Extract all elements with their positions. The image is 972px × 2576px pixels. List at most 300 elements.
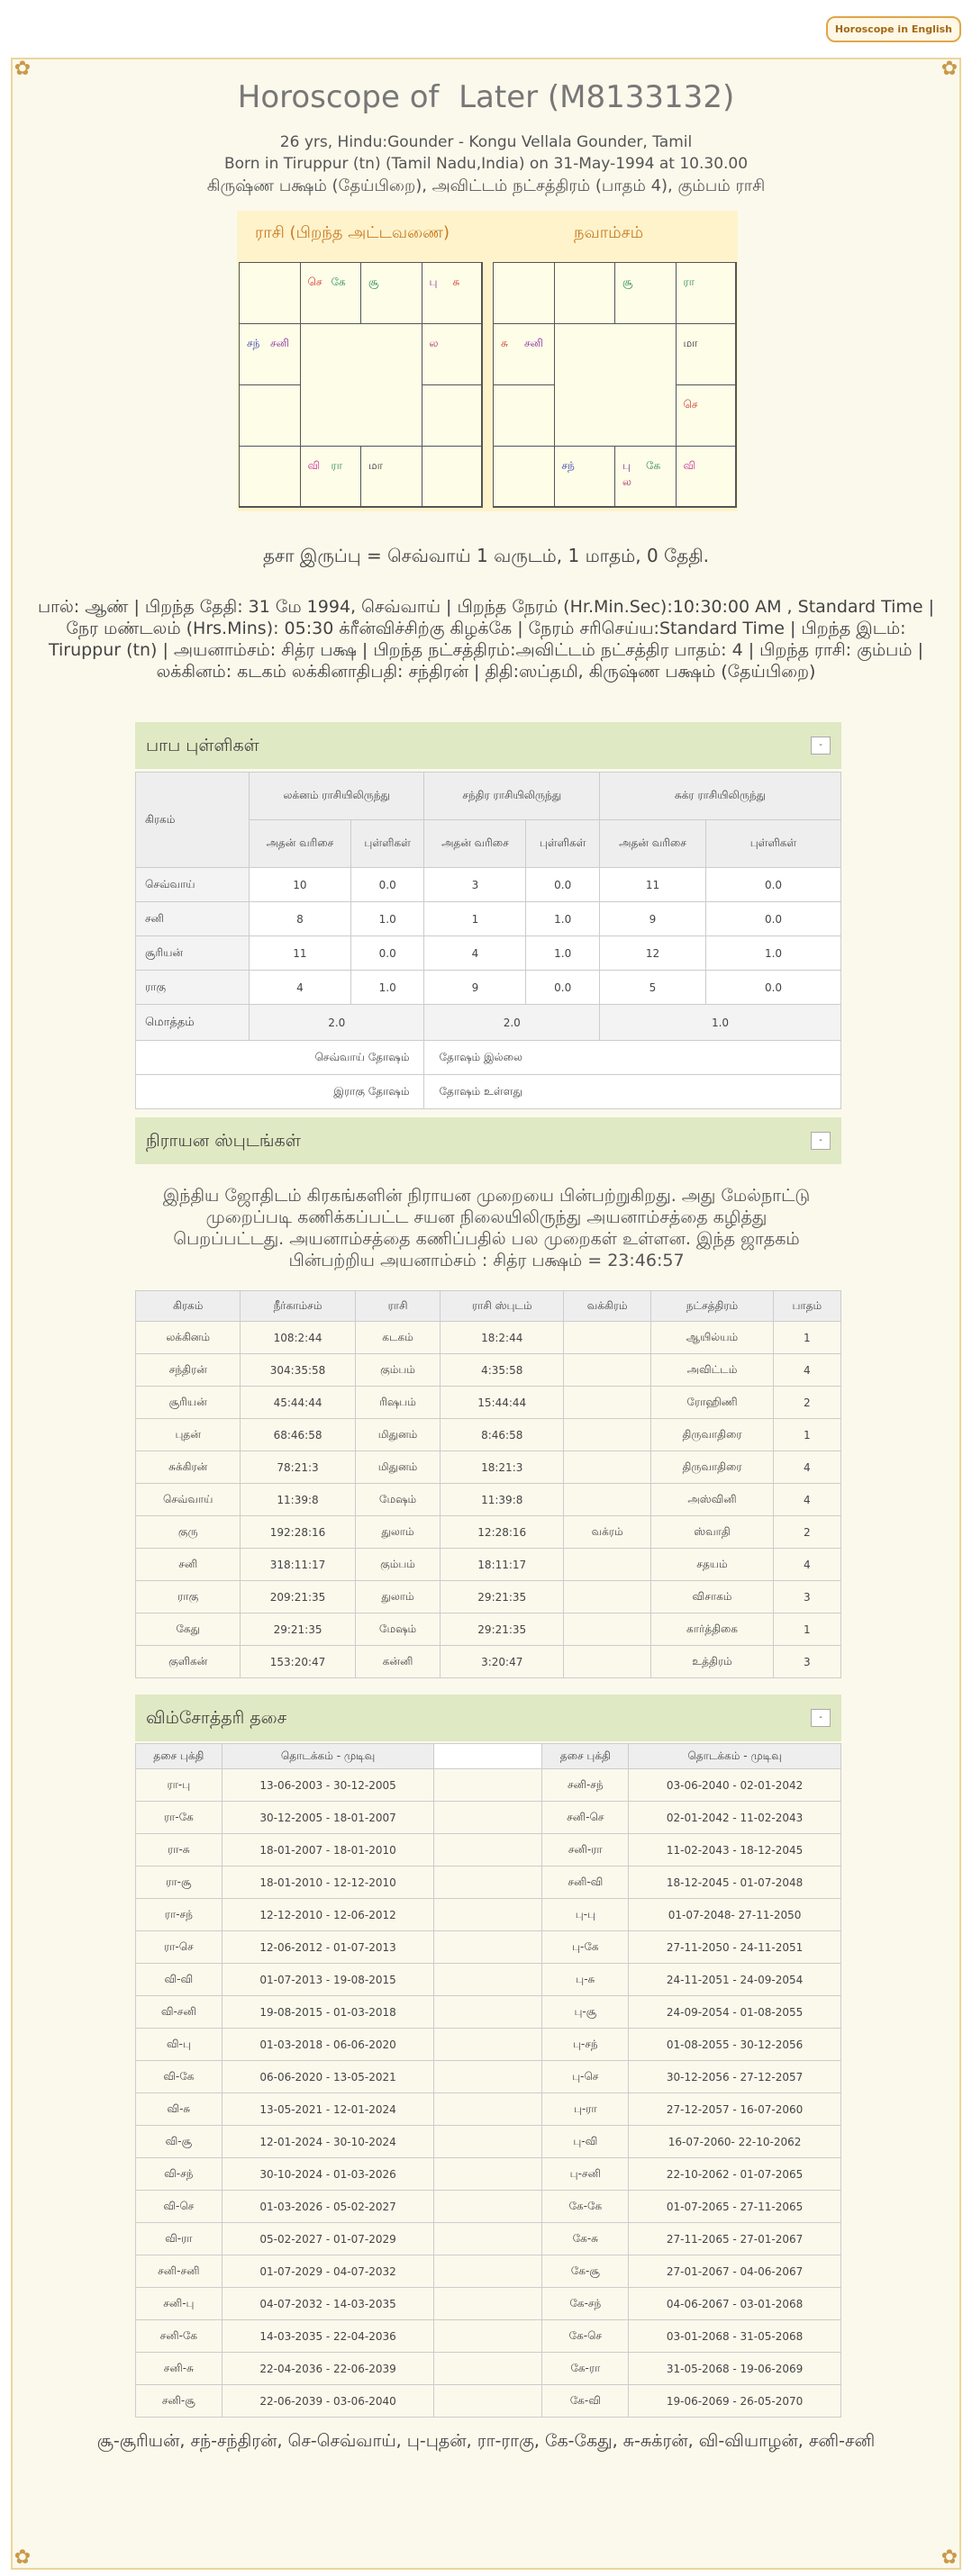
spacer-cell <box>434 1802 542 1834</box>
dasa-bhukti: சனி-செ <box>542 1802 629 1834</box>
table-row <box>136 1646 841 1678</box>
table-row <box>136 2126 841 2158</box>
dasa-bhukti: வி-செ <box>136 2191 223 2223</box>
abbreviation-legend: சூ-சூரியன், சந்-சந்திரன், செ-செவ்வாய், பு-புதன், ரா-ராகு, கே-கேது, சு-சுக்ரன், வி-வியாழன், சனி-சனி <box>96 2431 876 2451</box>
column-header: தசை புக்தி <box>542 1744 629 1769</box>
table-cell: 9 <box>600 902 706 936</box>
navamsa-house-cell <box>676 384 738 447</box>
table-cell: 108:2:44 <box>241 1322 355 1354</box>
dasa-bhukti: பு-சு <box>542 1964 629 1996</box>
info-line-star: கிருஷ்ண பக்ஷம் (தேய்பிறை), அவிட்டம் நட்சத்திரம் (பாதம் 4), கும்பம் ராசி <box>206 176 766 195</box>
table-cell: 18:11:17 <box>441 1549 564 1581</box>
table-cell: 0.0 <box>706 902 841 936</box>
table-cell <box>564 1387 651 1419</box>
dasa-period: 18-01-2007 - 18-01-2010 <box>222 1834 434 1866</box>
table-cell: 8 <box>250 902 351 936</box>
navamsa-house-cell <box>493 262 555 324</box>
dasa-bhukti: வி-பு <box>136 2029 223 2061</box>
spacer-cell <box>434 2191 542 2223</box>
column-header: வக்கிரம் <box>564 1291 651 1322</box>
spacer-cell <box>434 1996 542 2029</box>
rasi-house-cell <box>300 262 362 324</box>
nirayana-table <box>135 1290 841 1678</box>
dasa-period: 04-06-2067 - 03-01-2068 <box>629 2288 841 2320</box>
dasa-period: 30-12-2005 - 18-01-2007 <box>222 1802 434 1834</box>
table-cell: 0.0 <box>706 971 841 1005</box>
rasi-house-cell <box>422 323 484 385</box>
dasa-bhukti: ரா-சூ <box>136 1866 223 1899</box>
collapse-button[interactable]: - <box>811 737 831 755</box>
dasa-bhukti: கே-வி <box>542 2385 629 2418</box>
table-row <box>136 1581 841 1613</box>
corner-ornament-icon: ✿ <box>940 2546 958 2569</box>
column-header: ராசி <box>355 1291 441 1322</box>
table-cell: 29:21:35 <box>441 1581 564 1613</box>
table-cell: 78:21:3 <box>241 1451 355 1484</box>
table-cell: 18:21:3 <box>441 1451 564 1484</box>
spacer-cell <box>434 1769 542 1802</box>
dasa-balance: தசா இருப்பு = செவ்வாய் 1 வருடம், 1 மாதம், 0 தேதி. <box>262 545 709 566</box>
spacer-cell <box>434 1899 542 1931</box>
table-cell: 0.0 <box>706 868 841 902</box>
table-cell: 1 <box>773 1419 840 1451</box>
top-bar <box>0 0 972 54</box>
planet-label: கே <box>331 276 346 288</box>
dasa-period: 02-01-2042 - 11-02-2043 <box>629 1802 841 1834</box>
dasa-bhukti: சனி-சனி <box>136 2255 223 2288</box>
total-label: மொத்தம் <box>136 1005 250 1041</box>
column-header: பாதம் <box>773 1291 840 1322</box>
vimshottari-panel-title: விம்சோத்தரி தசை <box>146 1708 287 1728</box>
table-cell: 11 <box>250 936 351 971</box>
navamsa-house-cell <box>676 446 738 508</box>
dasa-period: 18-01-2010 - 12-12-2010 <box>222 1866 434 1899</box>
dasa-bhukti: சனி-சு <box>136 2353 223 2385</box>
table-cell: கேது <box>136 1613 241 1646</box>
navamsa-house-cell <box>554 262 616 324</box>
table-row <box>136 1964 841 1996</box>
planet-label: பு <box>429 276 438 288</box>
planet-label: மா <box>368 459 383 472</box>
dasa-bhukti: ரா-சந் <box>136 1899 223 1931</box>
corner-ornament-icon: ✿ <box>14 2546 32 2569</box>
table-cell: 2 <box>773 1387 840 1419</box>
table-cell: 4:35:58 <box>441 1354 564 1387</box>
spacer-cell <box>434 2288 542 2320</box>
table-cell: 29:21:35 <box>241 1613 355 1646</box>
page-title: Horoscope of Later (M8133132) <box>237 79 735 115</box>
rasi-house-cell <box>239 446 301 508</box>
dasa-period: 19-06-2069 - 26-05-2070 <box>629 2385 841 2418</box>
spacer-cell <box>434 2385 542 2418</box>
nirayana-panel-title: நிராயன ஸ்புடங்கள் <box>146 1131 301 1151</box>
dasa-period: 13-05-2021 - 12-01-2024 <box>222 2093 434 2126</box>
dasa-bhukti: சனி-சந் <box>542 1769 629 1802</box>
graham-header: கிரகம் <box>136 773 250 868</box>
dasa-bhukti: ரா-செ <box>136 1931 223 1964</box>
table-cell: சனி <box>136 1549 241 1581</box>
table-cell: 4 <box>773 1549 840 1581</box>
table-cell: 29:21:35 <box>441 1613 564 1646</box>
total-value: 2.0 <box>424 1005 600 1041</box>
table-cell: உத்திரம் <box>651 1646 774 1678</box>
table-cell: 4 <box>250 971 351 1005</box>
dasa-bhukti: சனி-ரா <box>542 1834 629 1866</box>
planet-label: பு <box>622 459 631 472</box>
table-cell: திருவாதிரை <box>651 1419 774 1451</box>
info-line-birth: Born in Tiruppur (tn) (Tamil Nadu,India) on 31-May-1994 at 10.30.00 <box>223 155 749 173</box>
dasa-period: 16-07-2060- 22-10-2062 <box>629 2126 841 2158</box>
navamsa-house-cell <box>554 446 616 508</box>
table-cell: 5 <box>600 971 706 1005</box>
dasa-period: 14-03-2035 - 22-04-2036 <box>222 2320 434 2353</box>
planet-label: செ <box>683 398 698 411</box>
spacer-cell <box>434 1964 542 1996</box>
planet-label: சூ <box>368 276 379 288</box>
collapse-button[interactable]: - <box>811 1709 831 1727</box>
table-cell: 1.0 <box>350 902 424 936</box>
planet-label: சந் <box>561 459 575 472</box>
dasa-period: 11-02-2043 - 18-12-2045 <box>629 1834 841 1866</box>
table-cell: குரு <box>136 1516 241 1549</box>
table-cell: சுக்கிரன் <box>136 1451 241 1484</box>
table-cell: 0.0 <box>526 971 600 1005</box>
table-cell: 4 <box>773 1354 840 1387</box>
table-cell: 1 <box>773 1322 840 1354</box>
rasi-house-cell <box>360 446 422 508</box>
table-cell <box>564 1322 651 1354</box>
table-row <box>136 1834 841 1866</box>
table-row <box>136 971 841 1005</box>
column-header: ராசி ஸ்புடம் <box>441 1291 564 1322</box>
table-row <box>136 1419 841 1451</box>
column-header: நட்சத்திரம் <box>651 1291 774 1322</box>
dasa-bhukti: கே-கே <box>542 2191 629 2223</box>
papa-table <box>135 772 841 1109</box>
table-row <box>136 902 841 936</box>
table-cell: 153:20:47 <box>241 1646 355 1678</box>
table-row <box>136 1516 841 1549</box>
spacer-cell <box>434 2158 542 2191</box>
dasa-bhukti: வி-சூ <box>136 2126 223 2158</box>
rasi-house-cell <box>239 262 301 324</box>
table-cell: 304:35:58 <box>241 1354 355 1387</box>
sub-header: அதன் வரிசை <box>250 820 351 868</box>
table-row <box>136 2353 841 2385</box>
dasa-period: 13-06-2003 - 30-12-2005 <box>222 1769 434 1802</box>
planet-label: சனி <box>270 337 289 349</box>
info-line-age: 26 yrs, Hindu:Gounder - Kongu Vellala Gounder, Tamil <box>279 133 693 151</box>
rasi-house-cell <box>300 446 362 508</box>
planet-label: ரா <box>683 276 695 288</box>
dasa-bhukti: ரா-சு <box>136 1834 223 1866</box>
moon-header: சந்திர ராசியிலிருந்து <box>424 773 600 820</box>
table-cell: சனி <box>136 902 250 936</box>
dasa-period: 06-06-2020 - 13-05-2021 <box>222 2061 434 2093</box>
table-row <box>136 2385 841 2418</box>
total-value: 1.0 <box>600 1005 841 1041</box>
table-cell: கன்னி <box>355 1646 441 1678</box>
table-cell: 3 <box>424 868 526 902</box>
navamsa-house-cell <box>614 262 677 324</box>
table-cell: ஆயில்யம் <box>651 1322 774 1354</box>
table-cell: திருவாதிரை <box>651 1451 774 1484</box>
spacer-cell <box>434 1834 542 1866</box>
spacer-cell <box>434 2353 542 2385</box>
spacer-cell <box>434 1931 542 1964</box>
table-row <box>136 1613 841 1646</box>
dasa-period: 04-07-2032 - 14-03-2035 <box>222 2288 434 2320</box>
dasa-period: 18-12-2045 - 01-07-2048 <box>629 1866 841 1899</box>
table-cell: 3 <box>773 1646 840 1678</box>
table-cell: 0.0 <box>526 868 600 902</box>
dasa-bhukti: பு-பு <box>542 1899 629 1931</box>
dasa-period: 30-12-2056 - 27-12-2057 <box>629 2061 841 2093</box>
dasa-period: 03-06-2040 - 02-01-2042 <box>629 1769 841 1802</box>
column-header: தொடக்கம் - முடிவு <box>222 1744 434 1769</box>
dasa-period: 27-11-2065 - 27-01-2067 <box>629 2223 841 2255</box>
table-cell <box>564 1549 651 1581</box>
planet-label: மா <box>683 337 698 349</box>
table-row <box>136 2029 841 2061</box>
dasa-period: 12-12-2010 - 12-06-2012 <box>222 1899 434 1931</box>
dasa-bhukti: வி-ரா <box>136 2223 223 2255</box>
dasa-bhukti: கே-ரா <box>542 2353 629 2385</box>
dasa-period: 22-10-2062 - 01-07-2065 <box>629 2158 841 2191</box>
table-cell: 209:21:35 <box>241 1581 355 1613</box>
dasa-period: 03-01-2068 - 31-05-2068 <box>629 2320 841 2353</box>
english-horoscope-button[interactable]: Horoscope in English <box>826 16 961 42</box>
dasa-bhukti: பு-வி <box>542 2126 629 2158</box>
column-header: தொடக்கம் - முடிவு <box>629 1744 841 1769</box>
dasa-bhukti: வி-கே <box>136 2061 223 2093</box>
table-cell <box>564 1581 651 1613</box>
lagna-header: லக்னம் ராசியிலிருந்து <box>250 773 424 820</box>
table-cell: கார்த்திகை <box>651 1613 774 1646</box>
dosham-value: தோஷம் உள்ளது <box>424 1075 841 1109</box>
table-row <box>136 1549 841 1581</box>
planet-label: வி <box>683 459 696 472</box>
table-cell: மேஷம் <box>355 1484 441 1516</box>
dosham-label: இராகு தோஷம் <box>136 1075 424 1109</box>
dasa-period: 22-06-2039 - 03-06-2040 <box>222 2385 434 2418</box>
table-cell: சந்திரன் <box>136 1354 241 1387</box>
papa-panel-header[interactable] <box>135 722 841 769</box>
spacer-cell <box>434 2061 542 2093</box>
planet-label: ல <box>622 475 631 488</box>
dasa-bhukti: பு-செ <box>542 2061 629 2093</box>
table-cell: 45:44:44 <box>241 1387 355 1419</box>
table-cell: 0.0 <box>350 936 424 971</box>
table-cell: கும்பம் <box>355 1549 441 1581</box>
table-row <box>136 1451 841 1484</box>
table-cell: 1 <box>773 1613 840 1646</box>
dasa-bhukti: பு-சனி <box>542 2158 629 2191</box>
table-cell: 11:39:8 <box>241 1484 355 1516</box>
table-cell: 1.0 <box>350 971 424 1005</box>
rasi-house-cell <box>239 323 301 385</box>
spacer-cell <box>434 1866 542 1899</box>
table-cell: கடகம் <box>355 1322 441 1354</box>
table-cell: 1.0 <box>706 936 841 971</box>
spacer-cell <box>434 2223 542 2255</box>
table-row <box>136 1866 841 1899</box>
dasa-period: 01-07-2029 - 04-07-2032 <box>222 2255 434 2288</box>
planet-label: ல <box>429 337 439 349</box>
navamsa-chart-title: நவாம்சம் <box>574 223 644 242</box>
planet-label: செ <box>307 276 322 288</box>
table-row <box>136 1484 841 1516</box>
venus-header: சுக்ர ராசியிலிருந்து <box>600 773 841 820</box>
planet-label: சு <box>501 337 508 349</box>
vimshottari-table <box>135 1743 841 2418</box>
table-cell: மிதுனம் <box>355 1419 441 1451</box>
spacer-cell <box>434 2255 542 2288</box>
dasa-period: 27-12-2057 - 16-07-2060 <box>629 2093 841 2126</box>
table-row <box>136 2061 841 2093</box>
corner-ornament-icon: ✿ <box>14 58 32 80</box>
vimshottari-panel-header[interactable] <box>135 1695 841 1741</box>
rasi-house-cell <box>239 384 301 447</box>
dasa-bhukti: பு-கே <box>542 1931 629 1964</box>
planet-label: சூ <box>622 276 633 288</box>
rasi-house-cell <box>422 384 484 447</box>
dasa-bhukti: சனி-கே <box>136 2320 223 2353</box>
table-row <box>136 936 841 971</box>
dasa-period: 22-04-2036 - 22-06-2039 <box>222 2353 434 2385</box>
sub-header: அதன் வரிசை <box>424 820 526 868</box>
table-cell: 1 <box>424 902 526 936</box>
spacer-cell <box>434 2126 542 2158</box>
table-cell: 11 <box>600 868 706 902</box>
table-row <box>136 2093 841 2126</box>
column-header: நீர்காம்சம் <box>241 1291 355 1322</box>
dasa-period: 27-01-2067 - 04-06-2067 <box>629 2255 841 2288</box>
table-cell: 1.0 <box>526 902 600 936</box>
column-header: கிரகம் <box>136 1291 241 1322</box>
sub-header: புள்ளிகள் <box>526 820 600 868</box>
rasi-chart-title: ராசி (பிறந்த அட்டவணை) <box>255 223 450 242</box>
navamsa-house-cell <box>676 262 738 324</box>
chart-container <box>237 211 738 511</box>
table-row <box>136 1354 841 1387</box>
table-cell: 11:39:8 <box>441 1484 564 1516</box>
corner-ornament-icon: ✿ <box>940 58 958 80</box>
table-cell: மேஷம் <box>355 1613 441 1646</box>
nirayana-panel-header[interactable] <box>135 1117 841 1164</box>
dasa-period: 12-06-2012 - 01-07-2013 <box>222 1931 434 1964</box>
planet-label: சனி <box>524 337 543 349</box>
planet-label: ரா <box>331 459 342 472</box>
dasa-period: 01-07-2013 - 19-08-2015 <box>222 1964 434 1996</box>
table-cell: ரோஹிணி <box>651 1387 774 1419</box>
dasa-period: 01-07-2048- 27-11-2050 <box>629 1899 841 1931</box>
table-row <box>136 1769 841 1802</box>
table-cell: ராகு <box>136 971 250 1005</box>
table-cell: கும்பம் <box>355 1354 441 1387</box>
table-cell: 1.0 <box>526 936 600 971</box>
rasi-house-cell <box>422 446 484 508</box>
table-cell: சதயம் <box>651 1549 774 1581</box>
table-cell <box>564 1613 651 1646</box>
table-row <box>136 2288 841 2320</box>
total-value: 2.0 <box>250 1005 424 1041</box>
table-cell: 3:20:47 <box>441 1646 564 1678</box>
papa-panel-title: பாப புள்ளிகள் <box>146 736 259 755</box>
table-cell: குளிகன் <box>136 1646 241 1678</box>
table-cell: புதன் <box>136 1419 241 1451</box>
table-row <box>136 1387 841 1419</box>
dasa-bhukti: சனி-வி <box>542 1866 629 1899</box>
dasa-period: 31-05-2068 - 19-06-2069 <box>629 2353 841 2385</box>
column-header: தசை புக்தி <box>136 1744 223 1769</box>
table-cell: 18:2:44 <box>441 1322 564 1354</box>
table-cell: 192:28:16 <box>241 1516 355 1549</box>
dasa-bhukti: பு-சூ <box>542 1996 629 2029</box>
table-cell: மிதுனம் <box>355 1451 441 1484</box>
collapse-button[interactable]: - <box>811 1132 831 1150</box>
table-cell: ரிஷபம் <box>355 1387 441 1419</box>
table-cell <box>564 1419 651 1451</box>
rasi-chart-center <box>301 324 422 446</box>
sub-header: புள்ளிகள் <box>350 820 424 868</box>
table-cell: அஸ்வினி <box>651 1484 774 1516</box>
dasa-period: 01-03-2018 - 06-06-2020 <box>222 2029 434 2061</box>
table-row <box>136 2191 841 2223</box>
table-row <box>136 1931 841 1964</box>
birth-details: பால்: ஆண் | பிறந்த தேதி: 31 மே 1994, செவ்வாய் | பிறந்த நேரம் (Hr.Min.Sec):10:30:00 AM , Standard Time | நேர மண்டலம் (Hrs.Mins): 05:30 க்ரீன்விச்சிற்கு கிழக்கே | நேரம் சரிசெய்ய:Standard Time | பிறந்த இடம்: Tiruppur (tn) | அயனாம்சம்: சித்ர பக்ஷ | பிறந்த நட்சத்திரம்:அவிட்டம் நட்சத்திர பாதம்: 4 | பிறந்த ராசி: கும்பம் | லக்கினம்: கடகம் லக்கினாதிபதி: சந்திரன் | திதி:ஸப்தமி, கிருஷ்ண பக்ஷம் (தேய்பிறை) <box>37 597 935 682</box>
table-cell: வக்ரம் <box>564 1516 651 1549</box>
dasa-bhukti: வி-வி <box>136 1964 223 1996</box>
table-row <box>136 1322 841 1354</box>
table-cell: 12:28:16 <box>441 1516 564 1549</box>
dasa-bhukti: வி-சந் <box>136 2158 223 2191</box>
dosham-label: செவ்வாய் தோஷம் <box>136 1041 424 1075</box>
table-cell: 12 <box>600 936 706 971</box>
dasa-bhukti: பு-சந் <box>542 2029 629 2061</box>
table-cell <box>564 1646 651 1678</box>
table-row <box>136 2158 841 2191</box>
rasi-chart <box>239 262 482 507</box>
spacer-cell <box>434 2320 542 2353</box>
table-row <box>136 1996 841 2029</box>
spacer-cell <box>434 2029 542 2061</box>
table-cell: செவ்வாய் <box>136 1484 241 1516</box>
sub-header: அதன் வரிசை <box>600 820 706 868</box>
table-cell: 3 <box>773 1581 840 1613</box>
navamsa-house-cell <box>676 323 738 385</box>
table-cell: 68:46:58 <box>241 1419 355 1451</box>
dasa-bhukti: ரா-பு <box>136 1769 223 1802</box>
dasa-period: 05-02-2027 - 01-07-2029 <box>222 2223 434 2255</box>
spacer-cell <box>434 2093 542 2126</box>
table-cell <box>564 1484 651 1516</box>
navamsa-house-cell <box>493 384 555 447</box>
dasa-period: 01-07-2065 - 27-11-2065 <box>629 2191 841 2223</box>
dasa-bhukti: சனி-பு <box>136 2288 223 2320</box>
table-row <box>136 1899 841 1931</box>
table-cell: துலாம் <box>355 1581 441 1613</box>
dasa-period: 27-11-2050 - 24-11-2051 <box>629 1931 841 1964</box>
table-cell: அவிட்டம் <box>651 1354 774 1387</box>
table-cell: செவ்வாய் <box>136 868 250 902</box>
rasi-house-cell <box>422 262 484 324</box>
dasa-bhukti: வி-சு <box>136 2093 223 2126</box>
table-cell: துலாம் <box>355 1516 441 1549</box>
planet-label: சந் <box>247 337 260 349</box>
navamsa-chart <box>493 262 736 507</box>
navamsa-house-cell <box>493 323 555 385</box>
